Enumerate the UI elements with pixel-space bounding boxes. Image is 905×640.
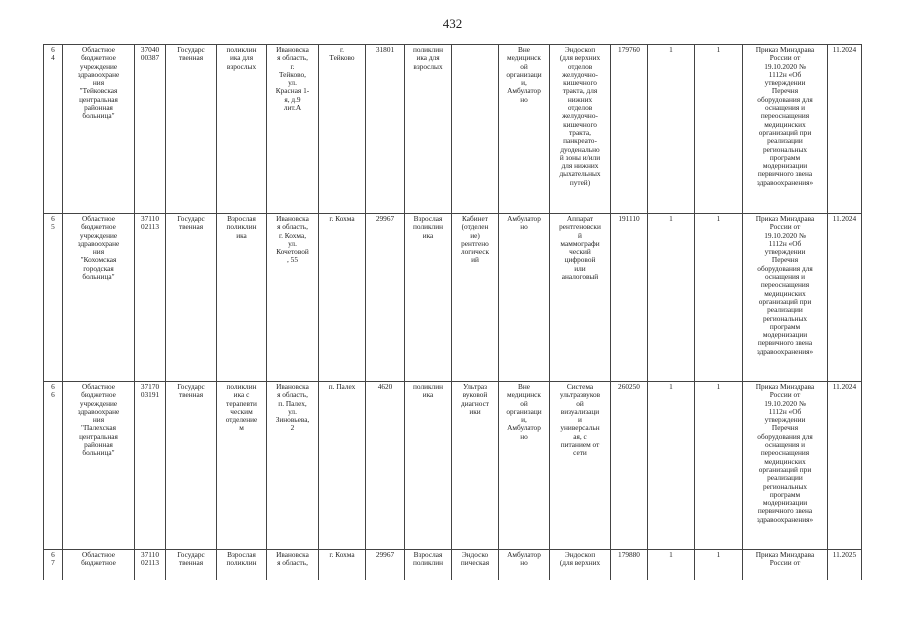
cell-unit: поликлин ика bbox=[405, 382, 452, 550]
cell-care-conditions: Вне медицинск ой организаци и, Амбулатор но bbox=[499, 45, 550, 214]
table-row bbox=[44, 214, 862, 382]
cell-quantity: 1 bbox=[648, 45, 695, 214]
cell-number: 6 7 bbox=[44, 550, 63, 581]
table-row bbox=[44, 550, 862, 581]
table-viewport bbox=[0, 44, 905, 580]
cell-organization: Областное бюджетное bbox=[63, 550, 135, 581]
cell-ownership: Государс твенная bbox=[166, 550, 217, 581]
cell-department: поликлин ика для взрослых bbox=[217, 45, 267, 214]
cell-unit: поликлин ика для взрослых bbox=[405, 45, 452, 214]
cell-address: Ивановска я область, г. Тейково, ул. Красная 1- я, д.9 лит.А bbox=[267, 45, 319, 214]
cell-quantity-2: 1 bbox=[695, 382, 743, 550]
cell-code: 37110 02113 bbox=[135, 214, 166, 382]
cell-basis: Приказ Минздрава России от bbox=[743, 550, 828, 581]
cell-ownership: Государс твенная bbox=[166, 45, 217, 214]
cell-date: 11.2025 bbox=[828, 550, 862, 581]
cell-number: 6 5 bbox=[44, 214, 63, 382]
cell-quantity-2: 1 bbox=[695, 214, 743, 382]
cell-address: Ивановска я область, bbox=[267, 550, 319, 581]
cell-equipment: Система ультразвуков ой визуализаци и универсальн ая, с питанием от сети bbox=[550, 382, 611, 550]
cell-code: 37110 02113 bbox=[135, 550, 166, 581]
cell-date: 11.2024 bbox=[828, 382, 862, 550]
cell-number: 6 4 bbox=[44, 45, 63, 214]
cell-address: Ивановска я область, п. Палех, ул. Зиновьева, 2 bbox=[267, 382, 319, 550]
cell-locality: п. Палех bbox=[319, 382, 366, 550]
cell-unit: Взрослая поликлин bbox=[405, 550, 452, 581]
cell-quantity-2: 1 bbox=[695, 45, 743, 214]
cell-price: 179880 bbox=[611, 550, 648, 581]
cell-department: поликлин ика с терапевти ческим отделение м bbox=[217, 382, 267, 550]
cell-care-conditions: Амбулатор но bbox=[499, 550, 550, 581]
cell-organization: Областное бюджетное учреждение здравоохране ния "Тейковская центральная районная больница" bbox=[63, 45, 135, 214]
cell-population: 4620 bbox=[366, 382, 405, 550]
cell-room: Кабинет (отделен ие) рентгено логическ ий bbox=[452, 214, 499, 382]
cell-organization: Областное бюджетное учреждение здравоохране ния "Палехская центральная районная больница" bbox=[63, 382, 135, 550]
cell-date: 11.2024 bbox=[828, 45, 862, 214]
cell-locality: г. Кохма bbox=[319, 214, 366, 382]
cell-locality: г. Кохма bbox=[319, 550, 366, 581]
cell-quantity: 1 bbox=[648, 214, 695, 382]
cell-population: 29967 bbox=[366, 550, 405, 581]
cell-basis: Приказ Минздрава России от 19.10.2020 № 1112н «Об утверждении Перечня оборудования для оснащения и переоснащения медицинских организаций при реализации региональных программ модернизации первичного звена здравоохранения» bbox=[743, 382, 828, 550]
cell-equipment: Эндоскоп (для верхних отделов желудочно- кишечного тракта, для нижних отделов желудочно- кишечного тракта, панкреато- дуоденально й зоны и/или для нижних дыхательных путей) bbox=[550, 45, 611, 214]
cell-code: 37040 00387 bbox=[135, 45, 166, 214]
cell-ownership: Государс твенная bbox=[166, 382, 217, 550]
cell-locality: г. Тейково bbox=[319, 45, 366, 214]
cell-quantity: 1 bbox=[648, 550, 695, 581]
cell-equipment: Эндоскоп (для верхних bbox=[550, 550, 611, 581]
cell-date: 11.2024 bbox=[828, 214, 862, 382]
cell-unit: Взрослая поликлин ика bbox=[405, 214, 452, 382]
cell-quantity-2: 1 bbox=[695, 550, 743, 581]
cell-department: Взрослая поликлин ика bbox=[217, 214, 267, 382]
cell-organization: Областное бюджетное учреждение здравоохране ния "Кохомская городская больница" bbox=[63, 214, 135, 382]
cell-price: 191110 bbox=[611, 214, 648, 382]
table-row bbox=[44, 382, 862, 550]
cell-department: Взрослая поликлин bbox=[217, 550, 267, 581]
cell-number: 6 6 bbox=[44, 382, 63, 550]
cell-ownership: Государс твенная bbox=[166, 214, 217, 382]
cell-basis: Приказ Минздрава России от 19.10.2020 № 1112н «Об утверждении Перечня оборудования для оснащения и переоснащения медицинских организаций при реализации региональных программ модернизации первичного звена здравоохранения» bbox=[743, 214, 828, 382]
cell-care-conditions: Вне медицинск ой организаци и, Амбулатор но bbox=[499, 382, 550, 550]
cell-price: 179760 bbox=[611, 45, 648, 214]
cell-price: 260250 bbox=[611, 382, 648, 550]
table-row bbox=[44, 45, 862, 214]
cell-care-conditions: Амбулатор но bbox=[499, 214, 550, 382]
cell-equipment: Аппарат рентгеновски й маммографи ческий цифровой или аналоговый bbox=[550, 214, 611, 382]
cell-room: Эндоско пическая bbox=[452, 550, 499, 581]
cell-quantity: 1 bbox=[648, 382, 695, 550]
cell-code: 37170 03191 bbox=[135, 382, 166, 550]
cell-population: 31801 bbox=[366, 45, 405, 214]
page-number: 432 bbox=[442, 16, 463, 31]
cell-population: 29967 bbox=[366, 214, 405, 382]
cell-address: Ивановска я область, г. Кохма, ул. Кочетовой , 55 bbox=[267, 214, 319, 382]
cell-basis: Приказ Минздрава России от 19.10.2020 № 1112н «Об утверждении Перечня оборудования для оснащения и переоснащения медицинских организаций при реализации региональных программ модернизации первичного звена здравоохранения» bbox=[743, 45, 828, 214]
cell-room bbox=[452, 45, 499, 214]
equipment-table bbox=[43, 44, 862, 580]
cell-room: Ультраз вуковой диагност ики bbox=[452, 382, 499, 550]
